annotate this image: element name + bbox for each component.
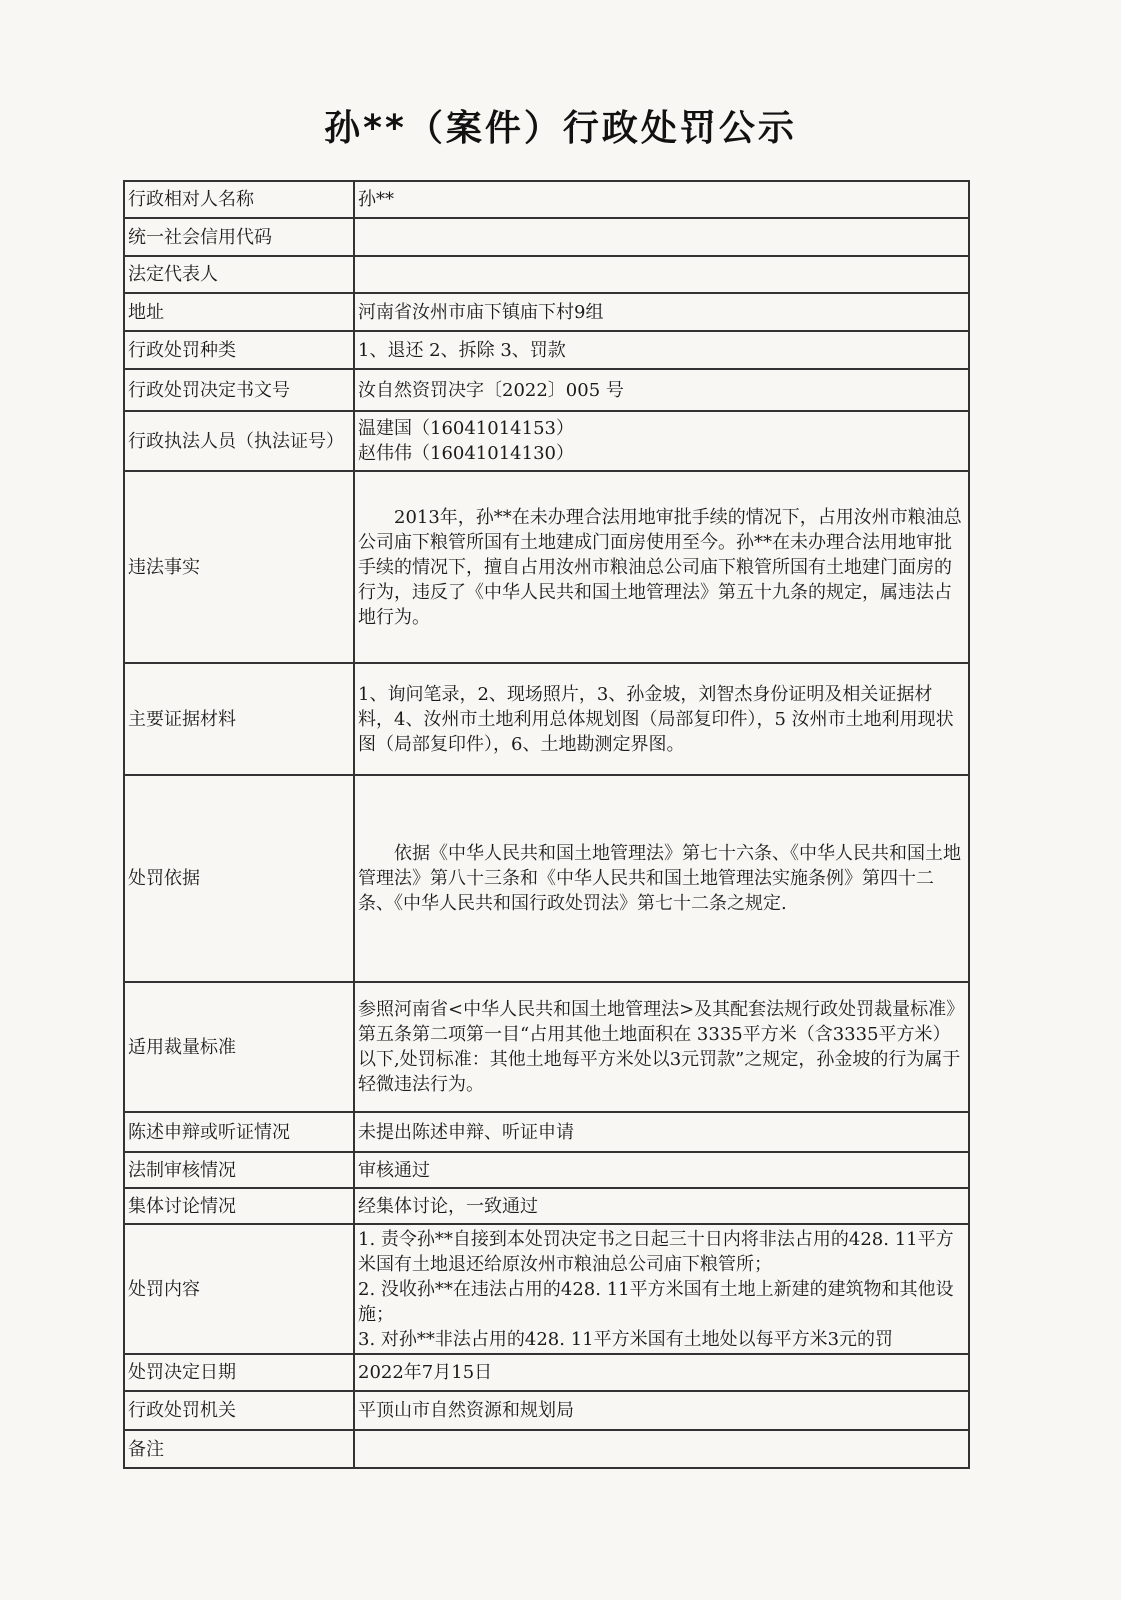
row-value: 2022年7月15日 <box>354 1354 969 1391</box>
row-value: 孙** <box>354 181 969 218</box>
row-value: 河南省汝州市庙下镇庙下村9组 <box>354 293 969 331</box>
table-row <box>124 256 969 293</box>
table-row <box>124 181 969 218</box>
table-row <box>124 775 969 982</box>
table-row <box>124 1391 969 1430</box>
row-label: 行政执法人员（执法证号） <box>124 411 354 471</box>
row-label: 法制审核情况 <box>124 1152 354 1188</box>
table-row <box>124 1354 969 1391</box>
row-label: 行政处罚种类 <box>124 331 354 369</box>
row-value: 平顶山市自然资源和规划局 <box>354 1391 969 1430</box>
row-value <box>354 218 969 256</box>
enforcer-line: 温建国（16041014153） <box>358 418 574 439</box>
row-label: 行政处罚机关 <box>124 1391 354 1430</box>
penalty-item: 2. 没收孙**在违法占用的428. 11平方米国有土地上新建的建筑物和其他设施； <box>358 1278 954 1325</box>
table-row <box>124 1224 969 1354</box>
row-value: 2013年，孙**在未办理合法用地审批手续的情况下，占用汝州市粮油总公司庙下粮管所国有土地建成门面房使用至今。孙**在未办理合法用地审批手续的情况下，擅自占用汝州市粮油总公司庙下粮管所国有土地建门面房的行为，违反了《中华人民共和国土地管理法》第五十九条的规定，属违法占地行为。 <box>354 471 969 663</box>
row-label: 适用裁量标准 <box>124 982 354 1112</box>
row-label: 集体讨论情况 <box>124 1188 354 1224</box>
row-label: 处罚内容 <box>124 1224 354 1354</box>
table-row <box>124 369 969 411</box>
row-label: 备注 <box>124 1430 354 1468</box>
row-value <box>354 411 969 471</box>
table-row <box>124 1188 969 1224</box>
row-label: 主要证据材料 <box>124 663 354 775</box>
table-row <box>124 331 969 369</box>
row-value: 依据《中华人民共和国土地管理法》第七十六条、《中华人民共和国土地管理法》第八十三条和《中华人民共和国土地管理法实施条例》第四十二条、《中华人民共和国行政处罚法》第七十二条之规定. <box>354 775 969 982</box>
row-label: 行政相对人名称 <box>124 181 354 218</box>
row-label: 处罚依据 <box>124 775 354 982</box>
table-row <box>124 471 969 663</box>
row-value <box>354 256 969 293</box>
row-label: 行政处罚决定书文号 <box>124 369 354 411</box>
row-value: 经集体讨论，一致通过 <box>354 1188 969 1224</box>
table-row <box>124 1112 969 1152</box>
row-label: 处罚决定日期 <box>124 1354 354 1391</box>
row-label: 法定代表人 <box>124 256 354 293</box>
row-value: 1、询问笔录，2、现场照片，3、孙金坡，刘智杰身份证明及相关证据材料，4、汝州市土地利用总体规划图（局部复印件），5 汝州市土地利用现状图（局部复印件），6、土地勘测定界图。 <box>354 663 969 775</box>
table-row <box>124 411 969 471</box>
row-value <box>354 1224 969 1354</box>
row-value: 1、退还 2、拆除 3、罚款 <box>354 331 969 369</box>
table-row <box>124 982 969 1112</box>
row-label: 地址 <box>124 293 354 331</box>
row-label: 违法事实 <box>124 471 354 663</box>
enforcer-line: 赵伟伟（16041014130） <box>358 443 574 464</box>
penalty-table <box>123 180 970 1469</box>
row-value: 审核通过 <box>354 1152 969 1188</box>
row-label: 统一社会信用代码 <box>124 218 354 256</box>
table-row <box>124 218 969 256</box>
row-value <box>354 1430 969 1468</box>
page-title: 孙**（案件）行政处罚公示 <box>324 108 797 149</box>
table-row <box>124 1430 969 1468</box>
penalty-item: 1. 责令孙**自接到本处罚决定书之日起三十日内将非法占用的428. 11平方米国有土地退还给原汝州市粮油总公司庙下粮管所； <box>358 1228 954 1275</box>
table-row <box>124 293 969 331</box>
table-row <box>124 663 969 775</box>
table-row <box>124 1152 969 1188</box>
row-value: 汝自然资罚决字〔2022〕005 号 <box>354 369 969 411</box>
row-label: 陈述申辩或听证情况 <box>124 1112 354 1152</box>
row-value: 参照河南省<中华人民共和国土地管理法>及其配套法规行政处罚裁量标准》第五条第二项第一目“占用其他土地面积在 3335平方米（含3335平方米）以下,处罚标准：其他土地每平方米处以3元罚款”之规定，孙金坡的行为属于轻微违法行为。 <box>354 982 969 1112</box>
row-value: 未提出陈述申辩、听证申请 <box>354 1112 969 1152</box>
penalty-item: 3. 对孙**非法占用的428. 11平方米国有土地处以每平方米3元的罚 <box>358 1328 894 1350</box>
